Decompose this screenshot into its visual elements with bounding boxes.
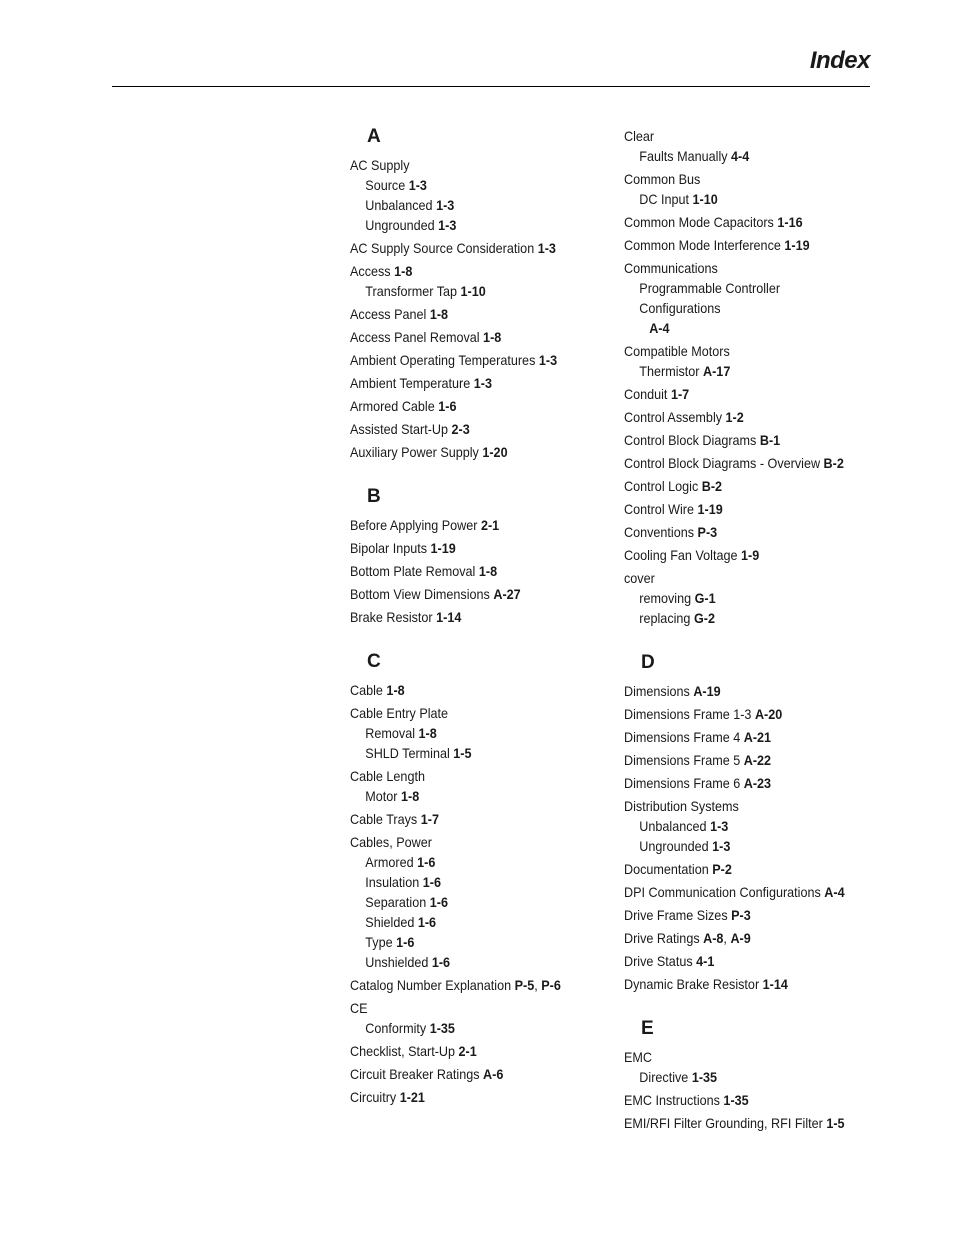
page-reference: G-1 bbox=[694, 590, 716, 606]
index-entry-dpi-communication-configurations bbox=[624, 882, 886, 902]
page-reference: A-4 bbox=[649, 320, 670, 336]
term-text: Drive Status bbox=[624, 953, 693, 969]
entry-term bbox=[624, 773, 860, 793]
page-reference: 1-10 bbox=[692, 191, 718, 207]
term-text: Access Panel bbox=[350, 306, 427, 322]
term-text: DPI Communication Configurations bbox=[624, 884, 821, 900]
subentry-text: Thermistor bbox=[639, 363, 700, 379]
page-reference: 2-1 bbox=[458, 1043, 477, 1059]
term-text: Dimensions Frame 1-3 bbox=[624, 706, 752, 722]
subentry-continuation bbox=[639, 318, 860, 338]
term-text: Control Logic bbox=[624, 478, 699, 494]
subentry-shielded bbox=[350, 912, 580, 932]
index-entry-cover bbox=[624, 568, 886, 628]
page-reference: 1-3 bbox=[710, 818, 729, 834]
term-text: EMC Instructions bbox=[624, 1092, 720, 1108]
entry-term bbox=[350, 584, 580, 604]
index-group-e bbox=[624, 1018, 886, 1133]
page-reference: A-9 bbox=[730, 930, 751, 946]
page-reference: 1-3 bbox=[538, 352, 558, 368]
index-entry-documentation bbox=[624, 859, 886, 879]
page-reference: 1-35 bbox=[429, 1020, 455, 1036]
term-text: Conventions bbox=[624, 524, 695, 540]
term-text: EMC bbox=[624, 1049, 653, 1065]
page-reference: 1-14 bbox=[762, 976, 788, 992]
entry-term bbox=[350, 607, 580, 627]
page-reference: A-17 bbox=[703, 363, 731, 379]
page-reference: A-22 bbox=[743, 752, 772, 768]
index-entry-cable bbox=[350, 680, 605, 700]
subentry-text: Ungrounded bbox=[365, 217, 435, 233]
page-reference: 1-5 bbox=[453, 745, 472, 761]
entry-term bbox=[624, 430, 860, 450]
subentry-text: Armored bbox=[365, 854, 414, 870]
entry-term bbox=[624, 126, 860, 146]
index-entry-ac-supply-source-consideration bbox=[350, 238, 605, 258]
index-entry-communications bbox=[624, 258, 886, 338]
index-entry-dynamic-brake-resistor bbox=[624, 974, 886, 994]
entry-term bbox=[350, 515, 580, 535]
index-entry-control-logic bbox=[624, 476, 886, 496]
subentry-unbalanced bbox=[350, 195, 580, 215]
term-text: Dimensions Frame 5 bbox=[624, 752, 741, 768]
term-text: cover bbox=[624, 570, 655, 586]
index-entry-cooling-fan-voltage bbox=[624, 545, 886, 565]
term-text: Ambient Temperature bbox=[350, 375, 471, 391]
page-reference: P-3 bbox=[697, 524, 718, 540]
subentry-text: removing bbox=[639, 590, 692, 606]
page-reference: 1-21 bbox=[399, 1089, 425, 1105]
term-text: Cable Trays bbox=[350, 811, 418, 827]
page-reference: 2-1 bbox=[480, 517, 500, 533]
page-reference: 1-3 bbox=[438, 217, 457, 233]
subentry-replacing bbox=[624, 608, 860, 628]
index-entry-circuitry bbox=[350, 1087, 605, 1107]
term-text: AC Supply Source Consideration bbox=[350, 240, 535, 256]
letter-heading: D bbox=[641, 652, 655, 673]
page-reference: 1-3 bbox=[473, 375, 492, 391]
entry-term bbox=[350, 538, 580, 558]
index-entry-bottom-plate-removal bbox=[350, 561, 605, 581]
subentry-text: Motor bbox=[365, 788, 398, 804]
index-entry-drive-status bbox=[624, 951, 886, 971]
page-reference: 1-35 bbox=[691, 1069, 718, 1085]
subentry-text: Conformity bbox=[365, 1020, 427, 1036]
page-reference: 4-4 bbox=[731, 148, 750, 164]
entry-term bbox=[624, 905, 860, 925]
subentry-text: Unshielded bbox=[365, 954, 429, 970]
term-text: Control Block Diagrams bbox=[624, 432, 757, 448]
term-text: Cable Entry Plate bbox=[350, 705, 449, 721]
index-entry-common-bus bbox=[624, 169, 886, 209]
subentry-motor bbox=[350, 786, 580, 806]
page-reference: 1-9 bbox=[740, 547, 760, 563]
subentry-unshielded bbox=[350, 952, 580, 972]
entry-term bbox=[624, 258, 860, 278]
subentry-text: Transformer Tap bbox=[365, 283, 458, 299]
subentry-conformity bbox=[350, 1018, 580, 1038]
term-text: Cable Length bbox=[350, 768, 425, 784]
term-text: Dimensions bbox=[624, 683, 690, 699]
index-entry-common-mode-interference bbox=[624, 235, 886, 255]
subentry-shld-terminal bbox=[350, 743, 580, 763]
entry-term bbox=[350, 373, 580, 393]
page-reference: 1-6 bbox=[429, 894, 448, 910]
term-text: Cable bbox=[350, 682, 383, 698]
page-reference: 1-6 bbox=[438, 398, 457, 414]
index-entry-dimensions-frame-5 bbox=[624, 750, 886, 770]
subentry-text: Faults Manually bbox=[639, 148, 728, 164]
subentry-text: replacing bbox=[639, 610, 691, 626]
page-reference: 1-6 bbox=[417, 914, 437, 930]
term-text: Catalog Number Explanation bbox=[350, 977, 512, 993]
header-rule bbox=[112, 86, 870, 87]
entry-term bbox=[350, 998, 580, 1018]
index-entry-common-mode-capacitors bbox=[624, 212, 886, 232]
index-entry-access-panel bbox=[350, 304, 605, 324]
subentry-text: Shielded bbox=[365, 914, 415, 930]
index-group bbox=[624, 126, 886, 628]
index-entry-cable-trays bbox=[350, 809, 605, 829]
term-text: Before Applying Power bbox=[350, 517, 478, 533]
entry-term bbox=[350, 155, 580, 175]
entry-term bbox=[350, 1041, 580, 1061]
letter-heading: C bbox=[367, 651, 381, 672]
entry-term bbox=[350, 327, 580, 347]
page-reference: 1-5 bbox=[826, 1115, 845, 1131]
term-text: Assisted Start-Up bbox=[350, 421, 449, 437]
index-entry-catalog-number-explanation bbox=[350, 975, 605, 995]
term-text: Clear bbox=[624, 128, 655, 144]
entry-term bbox=[350, 238, 580, 258]
page-reference: 1-8 bbox=[483, 329, 502, 345]
index-entry-brake-resistor bbox=[350, 607, 605, 627]
index-entry-ambient-operating-temperatures bbox=[350, 350, 605, 370]
subentry-insulation bbox=[350, 872, 580, 892]
subentry-ungrounded bbox=[350, 215, 580, 235]
term-text: Auxiliary Power Supply bbox=[350, 444, 479, 460]
entry-term bbox=[624, 476, 860, 496]
index-group-d bbox=[624, 652, 886, 994]
entry-term bbox=[624, 704, 860, 724]
page-reference: 1-8 bbox=[429, 306, 449, 322]
subentry-text: Unbalanced bbox=[365, 197, 433, 213]
entry-term bbox=[624, 727, 860, 747]
page-reference: 1-6 bbox=[396, 934, 415, 950]
index-group-a bbox=[350, 126, 605, 462]
subentry-dc-input bbox=[624, 189, 860, 209]
term-text: Control Wire bbox=[624, 501, 695, 517]
entry-term bbox=[624, 951, 860, 971]
entry-term: Drive Ratings A-8, A-9 bbox=[624, 930, 751, 946]
index-entry-bipolar-inputs bbox=[350, 538, 605, 558]
letter-heading: E bbox=[641, 1018, 654, 1039]
term-text: Dimensions Frame 4 bbox=[624, 729, 741, 745]
index-entry-dimensions-frame-1-3 bbox=[624, 704, 886, 724]
entry-term bbox=[624, 859, 860, 879]
entry-term bbox=[350, 350, 580, 370]
page-reference: B-2 bbox=[701, 478, 723, 494]
subentry-text: Directive bbox=[639, 1069, 689, 1085]
entry-term bbox=[350, 419, 580, 439]
index-entry-ambient-temperature bbox=[350, 373, 605, 393]
page-reference: 1-3 bbox=[537, 240, 556, 256]
index-entry-distribution-systems bbox=[624, 796, 886, 856]
index-entry-conventions bbox=[624, 522, 886, 542]
term-text: Ambient Operating Temperatures bbox=[350, 352, 536, 368]
page-reference: A-4 bbox=[824, 884, 845, 900]
page-title: Index bbox=[809, 47, 870, 74]
subentry-transformer-tap bbox=[350, 281, 580, 301]
page-reference: 1-19 bbox=[697, 501, 723, 517]
entry-term bbox=[350, 1064, 580, 1084]
page-reference: B-1 bbox=[759, 432, 781, 448]
page-reference: 1-8 bbox=[401, 788, 420, 804]
term-text: Drive Frame Sizes bbox=[624, 907, 728, 923]
page-reference: 1-14 bbox=[436, 609, 462, 625]
index-entry-checklist-start-up bbox=[350, 1041, 605, 1061]
letter-heading: A bbox=[367, 126, 381, 147]
entry-term bbox=[624, 796, 860, 816]
subentry-text: Removal bbox=[365, 725, 416, 741]
page-reference: 1-6 bbox=[417, 854, 436, 870]
page-reference: 1-7 bbox=[670, 386, 690, 402]
subentry-type bbox=[350, 932, 580, 952]
index-group-c bbox=[350, 651, 605, 1107]
subentry-separation bbox=[350, 892, 580, 912]
term-text: Dynamic Brake Resistor bbox=[624, 976, 760, 992]
index-column-right bbox=[624, 126, 886, 1157]
subentry-text: Type bbox=[365, 934, 393, 950]
page-reference: 1-3 bbox=[408, 177, 427, 193]
subentry-removal bbox=[350, 723, 580, 743]
subentry-programmable-controller-configurations bbox=[624, 278, 860, 338]
entry-term bbox=[624, 212, 860, 232]
page-reference: 1-35 bbox=[723, 1092, 749, 1108]
entry-term bbox=[624, 499, 860, 519]
entry-term bbox=[624, 1113, 860, 1133]
page-reference: P-3 bbox=[731, 907, 751, 923]
term-text: CE bbox=[350, 1000, 368, 1016]
term-text: Conduit bbox=[624, 386, 668, 402]
index-entry-cable-entry-plate bbox=[350, 703, 605, 763]
entry-term bbox=[350, 832, 580, 852]
page-reference: A-27 bbox=[493, 586, 521, 602]
entry-term bbox=[350, 680, 580, 700]
page-reference: 1-8 bbox=[418, 725, 437, 741]
term-text: Bottom Plate Removal bbox=[350, 563, 476, 579]
entry-term bbox=[624, 882, 860, 902]
index-entry-auxiliary-power-supply bbox=[350, 442, 605, 462]
entry-term bbox=[624, 750, 860, 770]
entry-term bbox=[624, 522, 860, 542]
entry-term bbox=[624, 568, 860, 588]
page-reference: P-6 bbox=[541, 977, 561, 993]
index-entry-cable-length bbox=[350, 766, 605, 806]
term-text: Access Panel Removal bbox=[350, 329, 480, 345]
page-reference: 1-7 bbox=[420, 811, 439, 827]
subentry-text: Source bbox=[365, 177, 406, 193]
term-text: Control Block Diagrams - Overview bbox=[624, 455, 821, 471]
index-entry-assisted-start-up bbox=[350, 419, 605, 439]
page-reference: A-20 bbox=[754, 706, 783, 722]
term-text: Cables, Power bbox=[350, 834, 432, 850]
entry-term bbox=[350, 304, 580, 324]
index-entry-dimensions-frame-4 bbox=[624, 727, 886, 747]
entry-term bbox=[350, 261, 580, 281]
term-text: Distribution Systems bbox=[624, 798, 739, 814]
page-reference: A-6 bbox=[483, 1066, 504, 1082]
page-reference: 1-2 bbox=[725, 409, 744, 425]
page-reference: 1-19 bbox=[784, 237, 810, 253]
subentry-text: Ungrounded bbox=[639, 838, 709, 854]
index-column-left bbox=[350, 126, 605, 1131]
index-group-b bbox=[350, 486, 605, 627]
page-reference: 4-1 bbox=[696, 953, 715, 969]
index-entry-armored-cable bbox=[350, 396, 605, 416]
page-reference: 1-19 bbox=[430, 540, 456, 556]
entry-term bbox=[350, 703, 580, 723]
entry-term bbox=[350, 766, 580, 786]
term-text: Access bbox=[350, 263, 391, 279]
entry-term bbox=[624, 545, 860, 565]
index-entry-control-wire bbox=[624, 499, 886, 519]
entry-term bbox=[624, 453, 860, 473]
index-entry-control-assembly bbox=[624, 407, 886, 427]
index-entry-control-block-diagrams bbox=[624, 430, 886, 450]
index-entry-compatible-motors bbox=[624, 341, 886, 381]
subentry-unbalanced bbox=[624, 816, 860, 836]
subentry-removing bbox=[624, 588, 860, 608]
letter-heading: B bbox=[367, 486, 381, 507]
page-reference: 1-10 bbox=[460, 283, 486, 299]
page-reference: 1-16 bbox=[777, 214, 803, 230]
term-text: Common Bus bbox=[624, 171, 701, 187]
term-text: Circuitry bbox=[350, 1089, 397, 1105]
term-text: Circuit Breaker Ratings bbox=[350, 1066, 480, 1082]
subentry-text: Separation bbox=[365, 894, 427, 910]
term-text: Common Mode Capacitors bbox=[624, 214, 774, 230]
entry-term bbox=[624, 681, 860, 701]
page-reference: 1-6 bbox=[431, 954, 451, 970]
index-entry-conduit bbox=[624, 384, 886, 404]
page-reference: 1-20 bbox=[482, 444, 508, 460]
term-text: Dimensions Frame 6 bbox=[624, 775, 741, 791]
term-text: Bottom View Dimensions bbox=[350, 586, 490, 602]
page-reference: B-2 bbox=[823, 455, 844, 471]
index-entry-ce bbox=[350, 998, 605, 1038]
term-text: AC Supply bbox=[350, 157, 410, 173]
subentry-text: DC Input bbox=[639, 191, 690, 207]
entry-term bbox=[624, 974, 860, 994]
entry-term bbox=[624, 384, 860, 404]
page-reference: P-2 bbox=[712, 861, 732, 877]
entry-term bbox=[624, 235, 860, 255]
entry-term bbox=[624, 1047, 860, 1067]
subentry-directive bbox=[624, 1067, 860, 1087]
entry-term bbox=[350, 442, 580, 462]
subentry-text: Insulation bbox=[365, 874, 420, 890]
page-reference: G-2 bbox=[693, 610, 715, 626]
index-entry-emi-rfi-filter-grounding-rfi-filter bbox=[624, 1113, 886, 1133]
entry-term bbox=[624, 1090, 860, 1110]
term-text: Compatible Motors bbox=[624, 343, 730, 359]
index-entry-dimensions bbox=[624, 681, 886, 701]
term-text: Bipolar Inputs bbox=[350, 540, 428, 556]
subentry-text: Programmable Controller Configurations bbox=[639, 280, 781, 316]
term-text: Brake Resistor bbox=[350, 609, 433, 625]
index-entry-emc-instructions bbox=[624, 1090, 886, 1110]
page-reference: 2-3 bbox=[451, 421, 470, 437]
page-reference: P-5 bbox=[514, 977, 535, 993]
index-entry-control-block-diagrams-overview bbox=[624, 453, 886, 473]
term-text: Communications bbox=[624, 260, 718, 276]
index-entry-drive-frame-sizes bbox=[624, 905, 886, 925]
term-text: Checklist, Start-Up bbox=[350, 1043, 456, 1059]
term-text: Documentation bbox=[624, 861, 709, 877]
page-reference: 1-3 bbox=[712, 838, 731, 854]
subentry-text: SHLD Terminal bbox=[365, 745, 450, 761]
subentry-thermistor bbox=[624, 361, 860, 381]
entry-term bbox=[350, 1087, 580, 1107]
page-reference: 1-6 bbox=[422, 874, 441, 890]
index-entry-drive-ratings bbox=[624, 928, 886, 948]
entry-term bbox=[624, 169, 860, 189]
subentry-source bbox=[350, 175, 580, 195]
index-entry-cables-power bbox=[350, 832, 605, 972]
page-reference: 1-3 bbox=[436, 197, 455, 213]
subentry-armored bbox=[350, 852, 580, 872]
entry-term bbox=[624, 407, 860, 427]
index-entry-clear bbox=[624, 126, 886, 166]
entry-term bbox=[624, 341, 860, 361]
page-reference: 1-8 bbox=[478, 563, 498, 579]
index-entry-access bbox=[350, 261, 605, 301]
index-entry-bottom-view-dimensions bbox=[350, 584, 605, 604]
term-text: EMI/RFI Filter Grounding, RFI Filter bbox=[624, 1115, 823, 1131]
page-reference: A-21 bbox=[743, 729, 772, 745]
term-text: Armored Cable bbox=[350, 398, 435, 414]
index-entry-ac-supply bbox=[350, 155, 605, 235]
page-reference: 1-8 bbox=[394, 263, 413, 279]
page-reference: 1-8 bbox=[386, 682, 405, 698]
subentry-ungrounded bbox=[624, 836, 860, 856]
index-entry-emc bbox=[624, 1047, 886, 1087]
term-text: Common Mode Interference bbox=[624, 237, 781, 253]
entry-term bbox=[350, 396, 580, 416]
term-text: Control Assembly bbox=[624, 409, 723, 425]
entry-term bbox=[350, 809, 580, 829]
entry-term bbox=[350, 561, 580, 581]
index-entry-circuit-breaker-ratings bbox=[350, 1064, 605, 1084]
subentry-faults-manually bbox=[624, 146, 860, 166]
page-reference: A-23 bbox=[743, 775, 772, 791]
index-entry-access-panel-removal bbox=[350, 327, 605, 347]
index-entry-dimensions-frame-6 bbox=[624, 773, 886, 793]
index-entry-before-applying-power bbox=[350, 515, 605, 535]
subentry-text: Unbalanced bbox=[639, 818, 707, 834]
page-reference: A-19 bbox=[693, 683, 721, 699]
term-text: Drive Ratings bbox=[624, 930, 700, 946]
term-text: Cooling Fan Voltage bbox=[624, 547, 738, 563]
page-reference: A-8 bbox=[703, 930, 724, 946]
entry-term: Catalog Number Explanation P-5, P-6 bbox=[350, 977, 561, 993]
